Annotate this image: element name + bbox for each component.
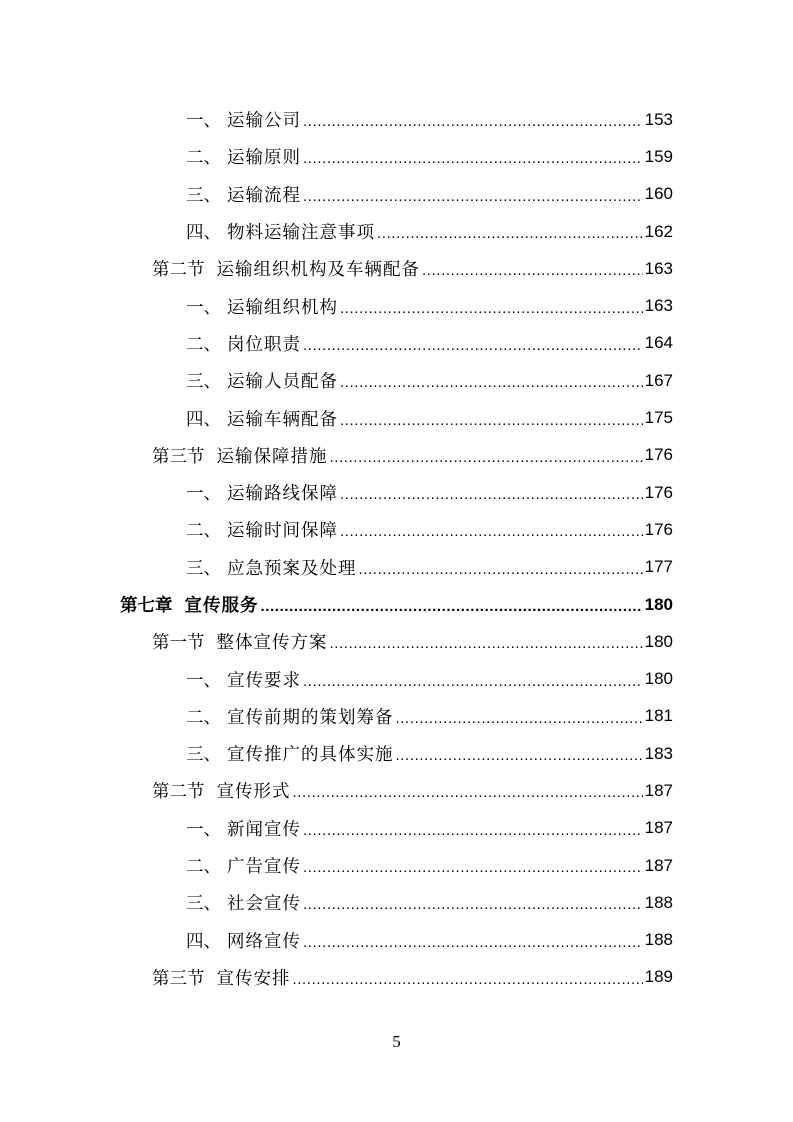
toc-entry-item[interactable]: [0, 101, 793, 138]
toc-entry-section[interactable]: [0, 437, 793, 474]
dot-leader: [330, 635, 643, 652]
toc-entry-page: 176: [644, 519, 673, 539]
toc-entry-number: 三、: [186, 185, 221, 206]
toc-entry-page: 167: [644, 370, 673, 390]
toc-entry-item[interactable]: [0, 735, 793, 772]
toc-entry-item[interactable]: [0, 884, 793, 921]
dot-leader: [396, 747, 643, 764]
toc-entry-number: 二、: [186, 857, 221, 878]
dot-leader: [303, 188, 643, 205]
toc-entry-title: 新闻宣传: [227, 819, 301, 840]
toc-entry-number: 四、: [186, 931, 221, 952]
toc-entry-title: 宣传服务: [184, 596, 259, 616]
toc-entry-item[interactable]: [0, 287, 793, 324]
toc-entry-title: 物料运输注意事项: [227, 223, 375, 244]
toc-entry-item[interactable]: [0, 176, 793, 213]
toc-entry-page: 187: [644, 818, 673, 838]
toc-entry-page: 163: [644, 296, 673, 316]
page-number: 5: [392, 1032, 401, 1051]
toc-entry-number: 二、: [186, 707, 221, 728]
dot-leader: [303, 673, 643, 690]
toc-entry-item[interactable]: [0, 810, 793, 847]
toc-entry-section[interactable]: [0, 623, 793, 660]
dot-leader: [340, 523, 643, 540]
toc-entry-number: 第三节: [152, 968, 205, 989]
dot-leader: [261, 598, 643, 615]
toc-entry-item[interactable]: [0, 698, 793, 735]
toc-entry-page: 188: [644, 892, 673, 912]
toc-entry-page: 160: [644, 184, 673, 204]
toc-entry-page: 188: [644, 930, 673, 950]
toc-entry-page: 153: [644, 109, 673, 129]
toc-entry-item[interactable]: [0, 399, 793, 436]
toc-entry-number: 第二节: [152, 260, 205, 281]
toc-entry-title: 运输组织机构: [227, 297, 338, 318]
toc-entry-number: 三、: [186, 894, 221, 915]
toc-entry-number: 三、: [186, 745, 221, 766]
dot-leader: [422, 262, 643, 279]
toc-entry-number: 三、: [186, 372, 221, 393]
toc-entry-chapter[interactable]: [0, 586, 793, 623]
dot-leader: [293, 784, 643, 801]
toc-entry-number: 一、: [186, 297, 221, 318]
toc-entry-title: 运输公司: [227, 111, 301, 132]
toc-entry-title: 宣传要求: [227, 670, 301, 691]
toc-entry-title: 运输时间保障: [227, 521, 338, 542]
toc-entry-title: 宣传前期的策划筹备: [227, 707, 394, 728]
toc-entry-number: 一、: [186, 819, 221, 840]
dot-leader: [396, 710, 643, 727]
dot-leader: [303, 822, 643, 839]
toc-entry-title: 宣传安排: [216, 968, 291, 989]
toc-entry-section[interactable]: [0, 772, 793, 809]
toc-entry-title: 网络宣传: [227, 931, 301, 952]
toc-entry-page: 180: [644, 594, 673, 614]
toc-entry-item[interactable]: [0, 138, 793, 175]
dot-leader: [303, 337, 643, 354]
toc-entry-number: 第一节: [152, 633, 205, 654]
toc-entry-item[interactable]: [0, 213, 793, 250]
toc-entry-title: 运输路线保障: [227, 484, 338, 505]
toc-entry-page: 159: [644, 146, 673, 166]
toc-entry-page: 189: [644, 967, 673, 987]
toc-entry-page: 183: [644, 743, 673, 763]
dot-leader: [293, 971, 643, 988]
toc-entry-page: 175: [644, 408, 673, 428]
dot-leader: [303, 113, 643, 130]
toc-entry-number: 四、: [186, 409, 221, 430]
toc-entry-number: 二、: [186, 334, 221, 355]
toc-entry-title: 运输流程: [227, 185, 301, 206]
toc-entry-item[interactable]: [0, 847, 793, 884]
dot-leader: [340, 300, 643, 317]
toc-entry-title: 运输车辆配备: [227, 409, 338, 430]
toc-entry-item[interactable]: [0, 511, 793, 548]
toc-entry-section[interactable]: [0, 959, 793, 996]
toc-entry-page: 187: [644, 780, 673, 800]
dot-leader: [340, 374, 643, 391]
toc-entry-title: 宣传形式: [216, 782, 291, 803]
dot-leader: [303, 896, 643, 913]
toc-entry-number: 第七章: [120, 596, 173, 616]
toc-entry-page: 187: [644, 855, 673, 875]
toc-entry-title: 运输原则: [227, 148, 301, 169]
dot-leader: [359, 561, 643, 578]
toc-entry-title: 岗位职责: [227, 334, 301, 355]
toc-entry-item[interactable]: [0, 474, 793, 511]
toc-entry-page: 163: [644, 258, 673, 278]
toc-entry-title: 广告宣传: [227, 857, 301, 878]
toc-entry-item[interactable]: [0, 922, 793, 959]
toc-entry-page: 177: [644, 557, 673, 577]
dot-leader: [303, 934, 643, 951]
table-of-contents: [0, 101, 793, 996]
toc-entry-item[interactable]: [0, 549, 793, 586]
toc-entry-title: 运输人员配备: [227, 372, 338, 393]
dot-leader: [340, 412, 643, 429]
toc-entry-number: 一、: [186, 670, 221, 691]
dot-leader: [303, 150, 643, 167]
toc-entry-title: 运输保障措施: [216, 446, 328, 467]
toc-entry-number: 三、: [186, 558, 221, 579]
dot-leader: [303, 859, 643, 876]
toc-entry-page: 162: [644, 221, 673, 241]
toc-entry-number: 第二节: [152, 782, 205, 803]
dot-leader: [330, 449, 643, 466]
toc-entry-number: 一、: [186, 484, 221, 505]
dot-leader: [340, 486, 643, 503]
toc-entry-title: 宣传推广的具体实施: [227, 745, 394, 766]
toc-entry-number: 一、: [186, 111, 221, 132]
toc-entry-page: 176: [644, 482, 673, 502]
toc-entry-section[interactable]: [0, 250, 793, 287]
toc-entry-title: 运输组织机构及车辆配备: [216, 260, 420, 281]
toc-entry-item[interactable]: [0, 362, 793, 399]
toc-entry-number: 四、: [186, 223, 221, 244]
toc-entry-page: 181: [644, 706, 673, 726]
toc-entry-page: 180: [644, 669, 673, 689]
toc-entry-page: 164: [644, 333, 673, 353]
toc-entry-item[interactable]: [0, 660, 793, 697]
toc-entry-item[interactable]: [0, 325, 793, 362]
toc-entry-page: 176: [644, 445, 673, 465]
toc-entry-title: 整体宣传方案: [216, 633, 328, 654]
toc-entry-title: 应急预案及处理: [227, 558, 357, 579]
toc-entry-number: 第三节: [152, 446, 205, 467]
dot-leader: [377, 225, 643, 242]
toc-entry-number: 二、: [186, 521, 221, 542]
toc-entry-title: 社会宣传: [227, 894, 301, 915]
toc-entry-page: 180: [644, 631, 673, 651]
toc-entry-number: 二、: [186, 148, 221, 169]
